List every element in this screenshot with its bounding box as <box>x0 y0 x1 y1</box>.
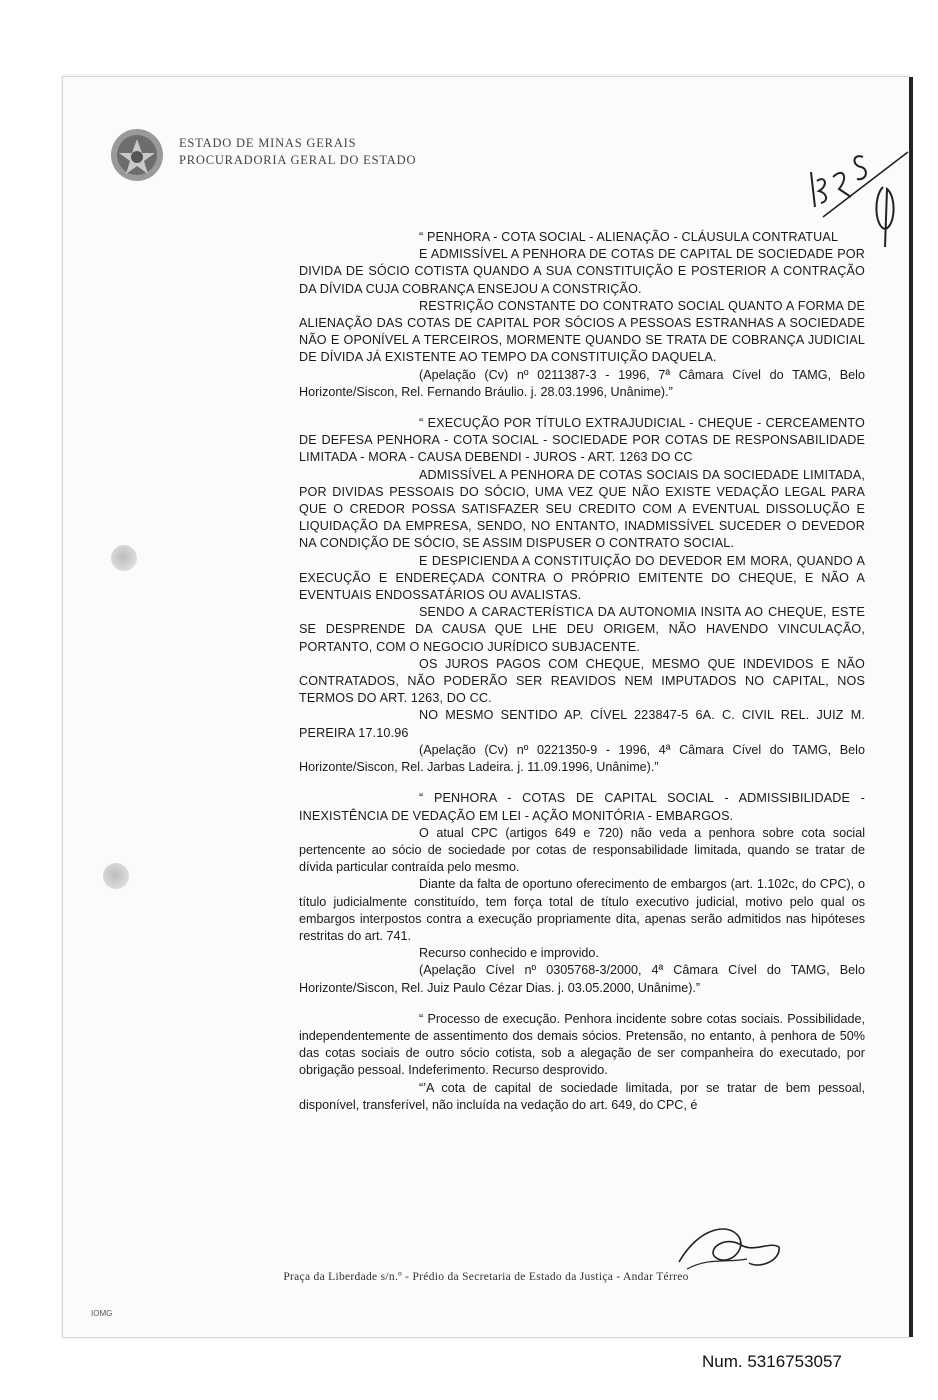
header-state-name: ESTADO DE MINAS GERAIS <box>179 136 357 150</box>
footer-address: Praça da Liberdade s/n.º - Prédio da Secretaria de Estado da Justiça - Andar Térreo <box>283 1271 689 1283</box>
paragraph: SENDO A CARACTERÍSTICA DA AUTONOMIA INSITA AO CHEQUE, ESTE SE DESPRENDE DA CAUSA QUE LHE DEU ORIGEM, NÃO HAVENDO VINCULAÇÃO, PORTANTO, COM O NEGOCIO JURÍDICO SUBJACENTE. <box>299 605 865 654</box>
paragraph: (Apelação (Cv) nº 0221350-9 - 1996, 4ª Câmara Cível do TAMG, Belo Horizonte/Siscon, Rel. Jarbas Ladeira. j. 11.09.1996, Unânime).” <box>299 742 865 775</box>
letterhead <box>109 127 509 187</box>
paragraph: “ PENHORA - COTAS DE CAPITAL SOCIAL - ADMISSIBILIDADE - INEXISTÊNCIA DE VEDAÇÃO EM LEI - AÇÃO MONITÓRIA - EMBARGOS. <box>299 791 865 823</box>
page-edge-shadow <box>909 77 913 1337</box>
paragraph: “ PENHORA - COTA SOCIAL - ALIENAÇÃO - CLÁUSULA CONTRATUAL <box>419 230 839 244</box>
paragraph: O atual CPC (artigos 649 e 720) não veda a penhora sobre cota social pertencente ao sócio de sociedade por cotas de responsabilidade limitada, quando se tratar de dívida particular contraída pelo mesmo. <box>299 825 865 875</box>
paragraph: RESTRIÇÃO CONSTANTE DO CONTRATO SOCIAL QUANTO A FORMA DE ALIENAÇÃO DAS COTAS DE CAPITAL POR SÓCIOS A PESSOAS ESTRANHAS A SOCIEDADE NÃO E OPONÍVEL A TERCEIROS, MORMENTE QUANDO SE TRATA DE COBRANÇA JUDICIAL DE DÍVIDA JÁ EXISTENTE AO TEMPO DA CONSTITUIÇÃO DAQUELA. <box>299 298 865 365</box>
state-seal-icon <box>109 127 165 183</box>
document-page <box>62 76 910 1338</box>
paragraph: (Apelação (Cv) nº 0211387-3 - 1996, 7ª Câmara Cível do TAMG, Belo Horizonte/Siscon, Rel. Fernando Bráulio. j. 28.03.1996, Unânime).” <box>299 367 865 399</box>
paragraph: Diante da falta de oportuno oferecimento de embargos (art. 1.102c, do CPC), o título judicialmente constituído, tem força total de título executivo judicial, motivo pelo qual os embargos interpostos contra a execução propriamente dita, apenas serão admitidos nas hipóteses restritas do art. 741. <box>299 877 865 943</box>
punch-hole <box>103 863 129 889</box>
punch-hole <box>111 545 137 571</box>
paragraph: “’A cota de capital de sociedade limitada, por se tratar de bem pessoal, disponível, transferível, não incluída na vedação do art. 649, do CPC, é <box>299 1080 865 1112</box>
paragraph: (Apelação Cível nº 0305768-3/2000, 4ª Câmara Cível do TAMG, Belo Horizonte/Siscon, Rel. Juiz Paulo Cézar Dias. j. 03.05.2000, Unânime).” <box>299 963 865 995</box>
paragraph: ADMISSÍVEL A PENHORA DE COTAS SOCIAIS DA SOCIEDADE LIMITADA, POR DIVIDAS PESSOAIS DO SÓCIO, UMA VEZ QUE NÃO EXISTE VEDAÇÃO LEGAL PARA QUE O CREDOR POSSA SATISFAZER SEU CREDITO COM A EVENTUAL DISSOLUÇÃO E LIQUIDAÇÃO DA EMPRESA, SENDO, NO ENTANTO, INADMISSÍVEL SUCEDER O DEVEDOR NA CONDIÇÃO DE SÓCIO, SE ASSIM DISPUSER O CONTRATO SOCIAL. <box>299 467 865 551</box>
document-body <box>299 229 865 1114</box>
paragraph: “ Processo de execução. Penhora incidente sobre cotas sociais. Possibilidade, independentemente de assentimento dos demais sócios. Pretensão, no entanto, à penhora de 50% das cotas sociais de outro sócio cotista, sob a alegação de ser companheira do executado, por obrigação pessoal. Indeferimento. Recurso desprovido. <box>299 1011 865 1078</box>
printer-mark: IOMG <box>91 1309 113 1318</box>
paragraph: E ADMISSÍVEL A PENHORA DE COTAS DE CAPITAL DE SOCIEDADE POR DIVIDA DE SÓCIO COTISTA QUANDO A SUA CONSTITUIÇÃO E POSTERIOR A CONTRAÇÃO DA DÍVIDA CUJA COBRANÇA ENSEJOU A CONSTRIÇÃO. <box>299 247 865 296</box>
header-agency-name: PROCURADORIA GERAL DO ESTADO <box>179 153 417 167</box>
paragraph: NO MESMO SENTIDO AP. CÍVEL 223847-5 6A. C. CIVIL REL. JUIZ M. PEREIRA 17.10.96 <box>299 708 865 740</box>
handwritten-signature-icon <box>669 1217 789 1277</box>
document-number: Num. 5316753057 <box>702 1352 842 1371</box>
paragraph: “ EXECUÇÃO POR TÍTULO EXTRAJUDICIAL - CHEQUE - CERCEAMENTO DE DEFESA PENHORA - COTA SOCIAL - SOCIEDADE POR COTAS DE RESPONSABILIDADE LIMITADA - MORA - CAUSA DEBENDI - JUROS - ART. 1263 DO CC <box>299 416 865 465</box>
paragraph: E DESPICIENDA A CONSTITUIÇÃO DO DEVEDOR EM MORA, QUANDO A EXECUÇÃO E ENDEREÇADA CONTRA O PRÓPRIO EMITENTE DO CHEQUE, E NÃO A EVENTUAIS ENDOSSATÁRIOS OU AVALISTAS. <box>299 553 865 603</box>
paragraph: Recurso conhecido e improvido. <box>419 946 599 961</box>
paragraph: OS JUROS PAGOS COM CHEQUE, MESMO QUE INDEVIDOS E NÃO CONTRATADOS, NÃO PODERÃO SER REAVIDOS NEM IMPUTADOS NO CAPITAL, NOS TERMOS DO ART. 1263, DO CC. <box>299 656 865 706</box>
